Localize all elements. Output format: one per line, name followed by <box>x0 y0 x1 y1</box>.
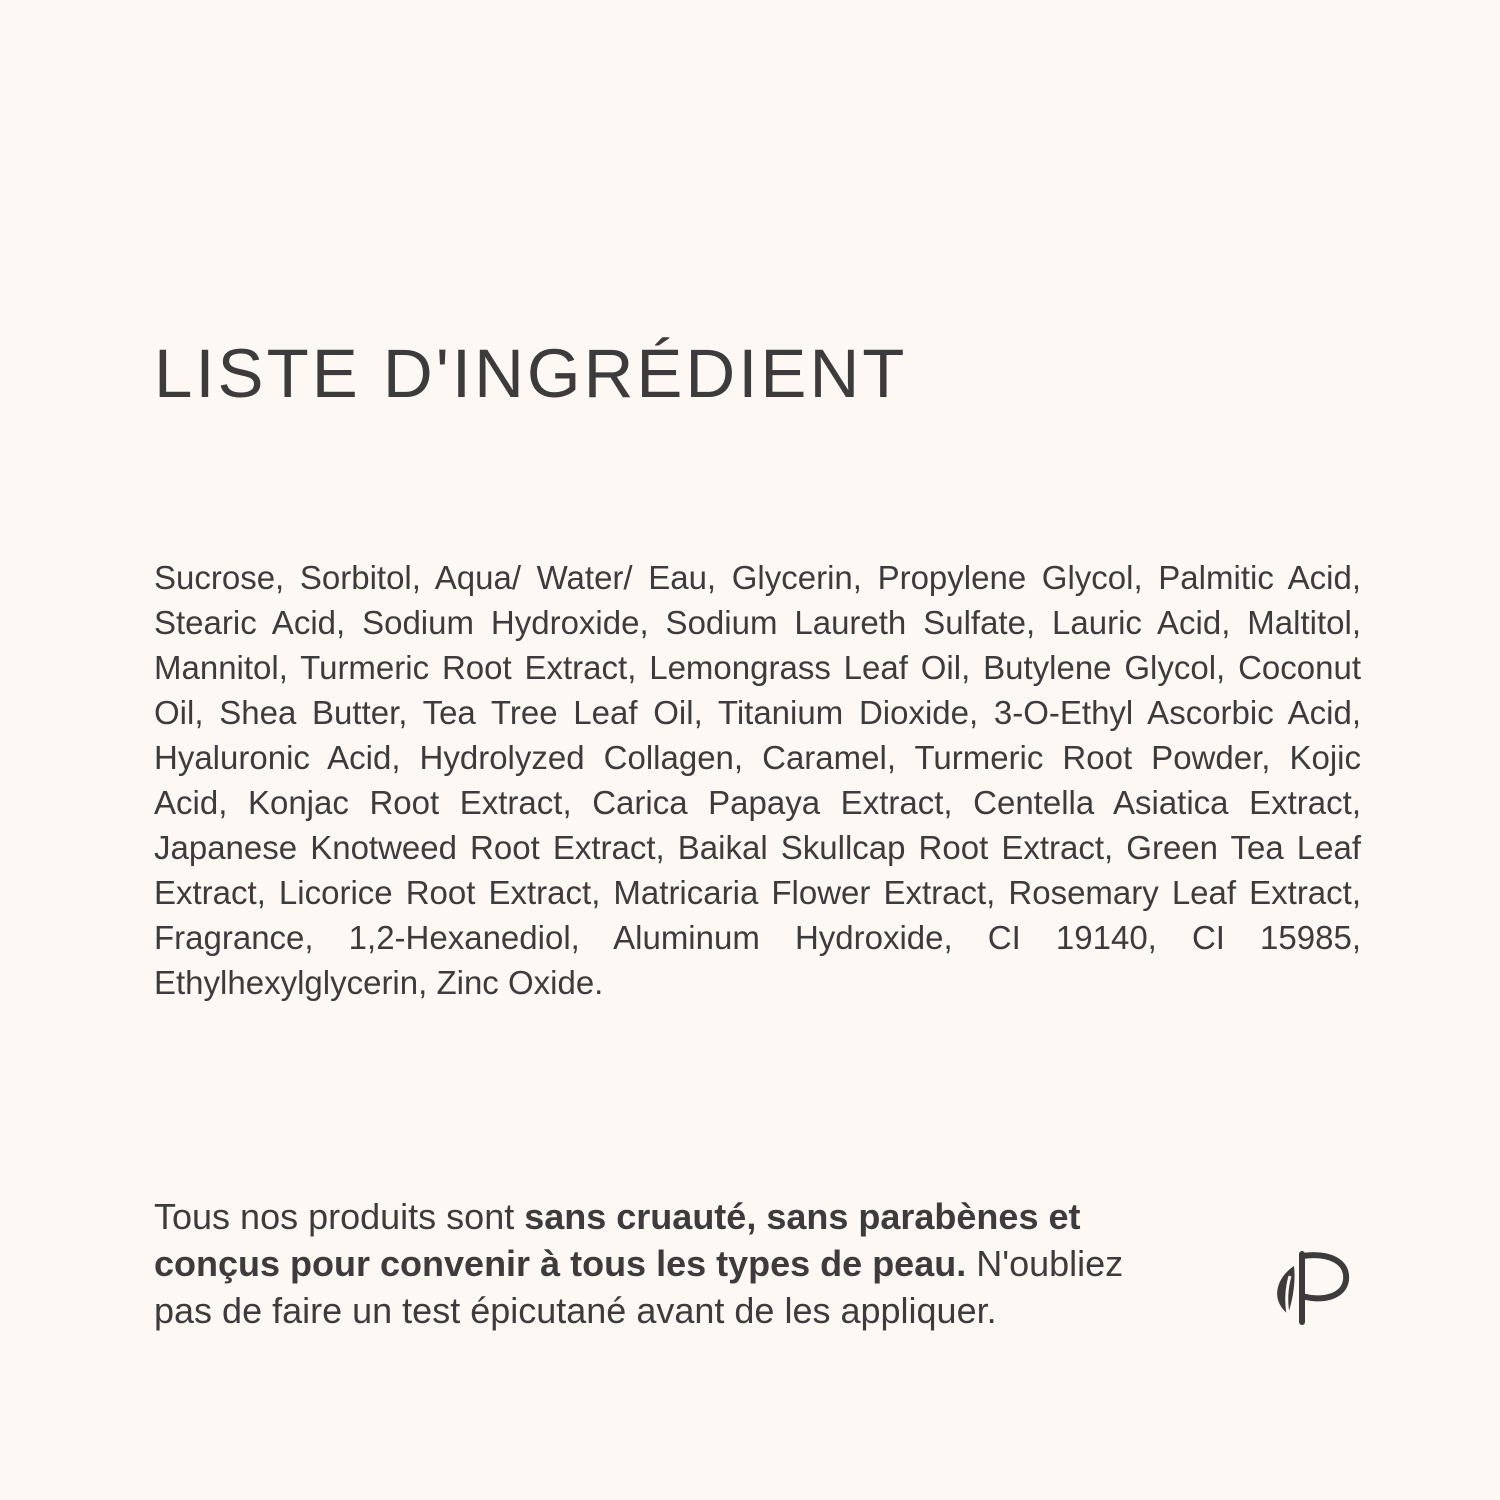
page-title: LISTE D'INGRÉDIENT <box>154 335 908 412</box>
notice-text-outro: N'oubliez pas de faire un test épicutané avant de les appliquer. <box>154 1243 1124 1331</box>
ingredient-list: Sucrose, Sorbitol, Aqua/ Water/ Eau, Glycerin, Propylene Glycol, Palmitic Acid, Stearic Acid, Sodium Hydroxide, Sodium Laureth Sulfate, Lauric Acid, Maltitol, Mannitol, Turmeric Root Extract, Lemongrass Leaf Oil, Butylene Glycol, Coconut Oil, Shea Butter, Tea Tree Leaf Oil, Titanium Dioxide, 3-O-Ethyl Ascorbic Acid, Hyaluronic Acid, Hydrolyzed Collagen, Caramel, Turmeric Root Powder, Kojic Acid, Konjac Root Extract, Carica Papaya Extract, Centella Asiatica Extract, Japanese Knotweed Root Extract, Baikal Skullcap Root Extract, Green Tea Leaf Extract, Licorice Root Extract, Matricaria Flower Extract, Rosemary Leaf Extract, Fragrance, 1,2-Hexanediol, Aluminum Hydroxide, CI 19140, CI 15985, Ethylhexylglycerin, Zinc Oxide. <box>154 559 1361 1001</box>
notice-text-intro: Tous nos produits sont <box>154 1196 525 1237</box>
product-notice <box>154 1193 1154 1334</box>
notice-text-highlight: sans cruauté, sans parabènes et conçus pour convenir à tous les types de peau. <box>154 1196 1081 1284</box>
leaf-p-logo-icon <box>1266 1244 1350 1328</box>
logo-p-bowl <box>1302 1255 1346 1298</box>
